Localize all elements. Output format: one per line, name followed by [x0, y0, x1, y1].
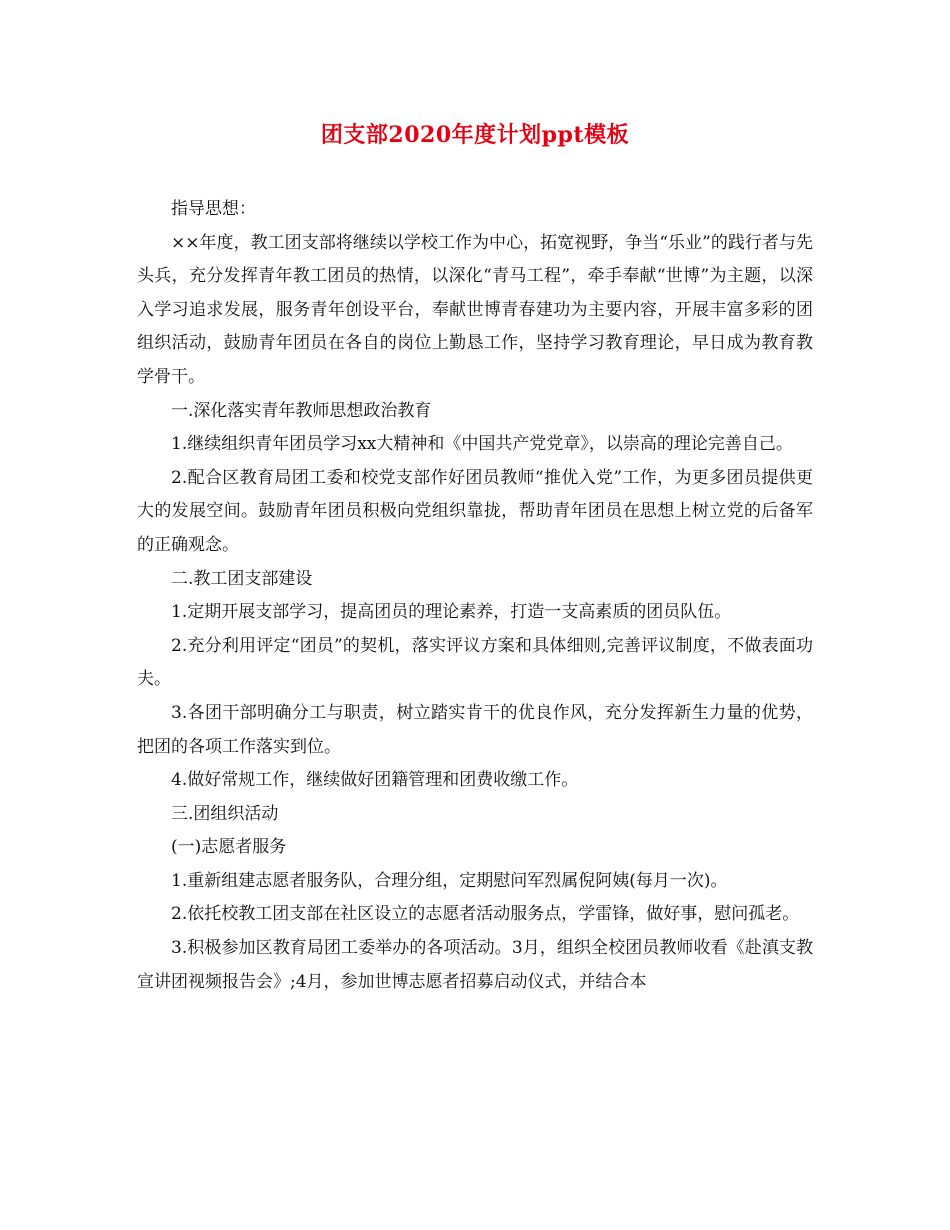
subsection-heading: (一)志愿者服务 [171, 837, 287, 858]
paragraph: 1.继续组织青年团员学习xx大精神和《中国共产党党章》，以崇高的理论完善自己。 [171, 434, 793, 455]
paragraph: 4.做好常规工作，继续做好团籍管理和团费收缴工作。 [171, 770, 579, 791]
paragraph: 3.积极参加区教育局团工委举办的各项活动。3月，组织全校团员教师收看《赴滇支教宣讲团视频报告会》;4月，参加世博志愿者招募启动仪式，并结合本 [137, 938, 813, 992]
paragraph: 2.配合区教育局团工委和校党支部作好团员教师“推优入党”工作，为更多团员提供更大的发展空间。鼓励青年团员积极向党组织靠拢，帮助青年团员在思想上树立党的后备军的正确观念。 [137, 467, 813, 555]
section-heading: 二.教工团支部建设 [171, 568, 313, 589]
document-title: 团支部2020年度计划ppt模板 [320, 122, 630, 148]
paragraph: 2.依托校教工团支部在社区设立的志愿者活动服务点，学雷锋，做好事，慰问孤老。 [171, 904, 800, 925]
paragraph: 1.重新组建志愿者服务队，合理分组，定期慰问军烈属倪阿姨(每月一次)。 [171, 870, 728, 891]
section-heading: 三.团组织活动 [171, 803, 279, 824]
paragraph: 2.充分利用评定“团员”的契机，落实评议方案和具体细则,完善评议制度，不做表面功夫。 [137, 635, 813, 690]
section-heading: 一.深化落实青年教师思想政治教育 [171, 400, 432, 421]
paragraph: 1.定期开展支部学习，提高团员的理论素养，打造一支高素质的团员队伍。 [171, 602, 732, 623]
paragraph: 3.各团干部明确分工与职责，树立踏实肯干的优良作风，充分发挥新生力量的优势，把团的各项工作落实到位。 [137, 702, 813, 757]
paragraph: 指导思想： [171, 199, 256, 219]
document-body [137, 193, 813, 999]
paragraph: ××年度，教工团支部将继续以学校工作为中心，拓宽视野，争当“乐业”的践行者与先头兵，充分发挥青年教工团员的热情，以深化“青马工程”，牵手奉献“世博”为主题，以深入学习追求发展，服务青年创设平台，奉献世博青春建功为主要内容，开展丰富多彩的团组织活动，鼓励青年团员在各自的岗位上勤恳工作，坚持学习教育理论，早日成为教育教学骨干。 [137, 232, 813, 387]
